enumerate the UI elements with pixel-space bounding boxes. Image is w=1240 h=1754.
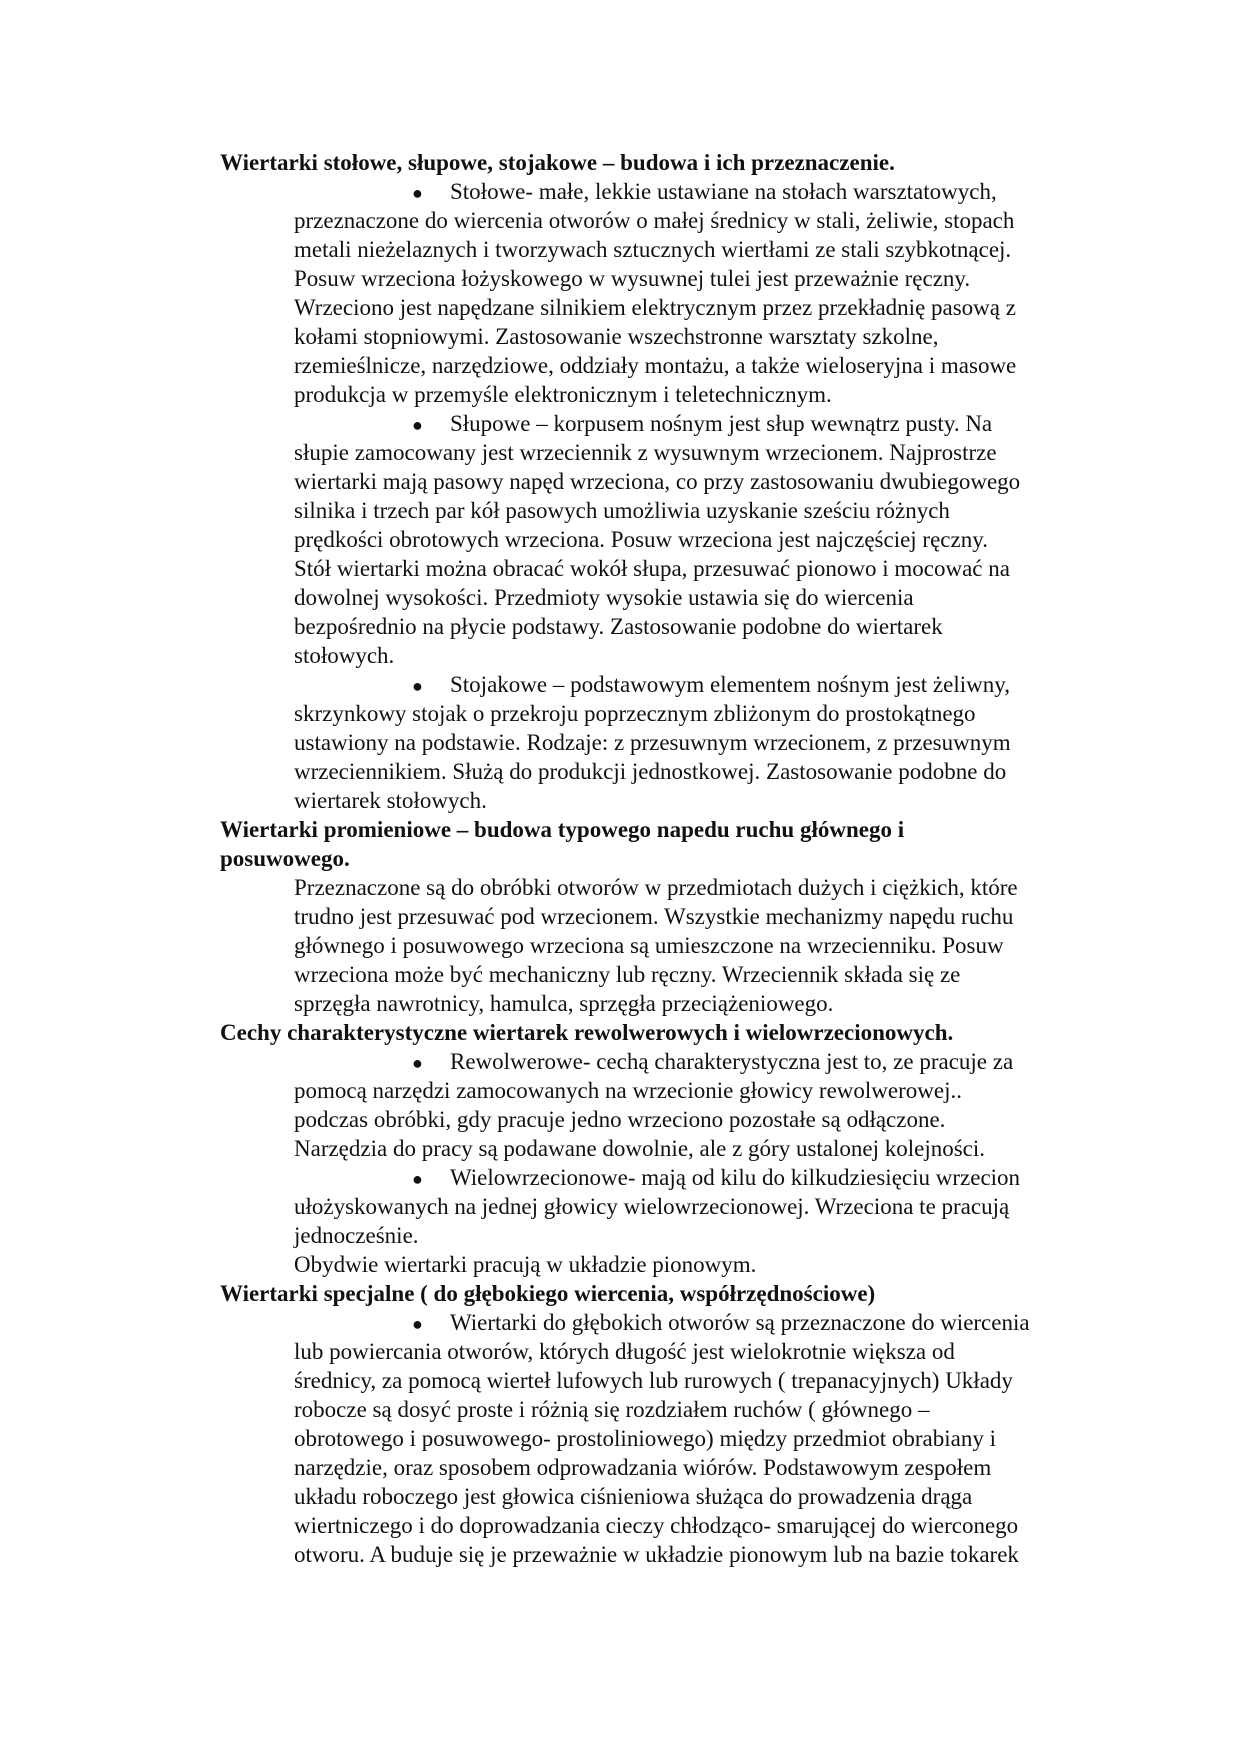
- document-page: [0, 148, 1240, 1569]
- text-line: stołowych.: [294, 643, 395, 668]
- text-line: wiertarek stołowych.: [294, 788, 487, 813]
- text-line: kołami stopniowymi. Zastosowanie wszechstronne warsztaty szkolne,: [294, 324, 939, 349]
- text-line: prędkości obrotowych wrzeciona. Posuw wrzeciona jest najczęściej ręczny.: [294, 527, 988, 552]
- bullet-icon: ●: [412, 676, 423, 696]
- text-line: podczas obróbki, gdy pracuje jedno wrzeciono pozostałe są odłączone.: [294, 1107, 946, 1132]
- text-line: Stół wiertarki można obracać wokół słupa, przesuwać pionowo i mocować na: [294, 556, 1010, 581]
- section-heading: Wiertarki promieniowe – budowa typowego napedu ruchu głównego i: [220, 817, 905, 842]
- text-line: słupie zamocowany jest wrzeciennik z wysuwnym wrzecionem. Najprostrze: [294, 440, 997, 465]
- text-line: Narzędzia do pracy są podawane dowolnie, ale z góry ustalonej kolejności.: [294, 1136, 986, 1161]
- text-line: silnika i trzech par kół pasowych umożliwia uzyskanie sześciu różnych: [294, 498, 950, 523]
- text-line: ustawiony na podstawie. Rodzaje: z przesuwnym wrzecionem, z przesuwnym: [294, 730, 1011, 755]
- text-line: dowolnej wysokości. Przedmioty wysokie ustawia się do wiercenia: [294, 585, 914, 610]
- text-line: Obydwie wiertarki pracują w układzie pionowym.: [294, 1252, 757, 1277]
- text-line: Przeznaczone są do obróbki otworów w przedmiotach dużych i ciężkich, które: [294, 875, 1018, 900]
- text-line: głównego i posuwowego wrzeciona są umieszczone na wrzecienniku. Posuw: [294, 933, 1004, 958]
- bullet-icon: ●: [412, 415, 423, 435]
- text-line: jednocześnie.: [294, 1223, 419, 1248]
- text-line: układu roboczego jest głowica ciśnieniowa służąca do prowadzenia drąga: [294, 1484, 973, 1509]
- text-line: wrzeciona może być mechaniczny lub ręczny. Wrzeciennik składa się ze: [294, 962, 961, 987]
- section-heading: Wiertarki stołowe, słupowe, stojakowe – budowa i ich przeznaczenie.: [220, 150, 895, 175]
- bullet-icon: ●: [412, 1314, 423, 1334]
- text-line: rzemieślnicze, narzędziowe, oddziały montażu, a także wieloseryjna i masowe: [294, 353, 1017, 378]
- bullet-item-first-line: [0, 1163, 1240, 1192]
- bullet-icon: ●: [412, 1053, 423, 1073]
- text-line: Rewolwerowe- cechą charakterystyczna jest to, ze pracuje za: [450, 1049, 1014, 1074]
- text-line: trudno jest przesuwać pod wrzecionem. Wszystkie mechanizmy napędu ruchu: [294, 904, 1014, 929]
- text-line: sprzęgła nawrotnicy, hamulca, sprzęgła przeciążeniowego.: [294, 991, 834, 1016]
- text-line: wiertarki mają pasowy napęd wrzeciona, co przy zastosowaniu dwubiegowego: [294, 469, 1021, 494]
- text-line: Stołowe- małe, lekkie ustawiane na stołach warsztatowych,: [450, 179, 997, 204]
- bullet-item-first-line: [0, 1047, 1240, 1076]
- text-line: pomocą narzędzi zamocowanych na wrzecionie głowicy rewolwerowej..: [294, 1078, 962, 1103]
- text-line: bezpośrednio na płycie podstawy. Zastosowanie podobne do wiertarek: [294, 614, 943, 639]
- text-line: ułożyskowanych na jednej głowicy wielowrzecionowej. Wrzeciona te pracują: [294, 1194, 1010, 1219]
- bullet-item-first-line: [0, 670, 1240, 699]
- text-line: skrzynkowy stojak o przekroju poprzecznym zbliżonym do prostokątnego: [294, 701, 976, 726]
- section-heading: posuwowego.: [220, 846, 350, 871]
- text-line: przeznaczone do wiercenia otworów o małej średnicy w stali, żeliwie, stopach: [294, 208, 1015, 233]
- bullet-item-first-line: [0, 1308, 1240, 1337]
- text-line: średnicy, za pomocą wierteł lufowych lub rurowych ( trepanacyjnych) Układy: [294, 1368, 1013, 1393]
- text-line: Wielowrzecionowe- mają od kilu do kilkudziesięciu wrzecion: [450, 1165, 1021, 1190]
- bullet-icon: ●: [412, 183, 423, 203]
- bullet-item-first-line: [0, 409, 1240, 438]
- bullet-item-first-line: [0, 177, 1240, 206]
- section-heading: Cechy charakterystyczne wiertarek rewolwerowych i wielowrzecionowych.: [220, 1020, 954, 1045]
- text-line: Słupowe – korpusem nośnym jest słup wewnątrz pusty. Na: [450, 411, 993, 436]
- text-line: Wrzeciono jest napędzane silnikiem elektrycznym przez przekładnię pasową z: [294, 295, 1016, 320]
- bullet-icon: ●: [412, 1169, 423, 1189]
- text-line: wrzeciennikiem. Służą do produkcji jednostkowej. Zastosowanie podobne do: [294, 759, 1007, 784]
- text-line: Wiertarki do głębokich otworów są przeznaczone do wiercenia: [450, 1310, 1030, 1335]
- text-line: wiertniczego i do doprowadzania cieczy chłodząco- smarującej do wierconego: [294, 1513, 1019, 1538]
- text-line: narzędzie, oraz sposobem odprowadzania wiórów. Podstawowym zespołem: [294, 1455, 992, 1480]
- text-line: otworu. A buduje się je przeważnie w układzie pionowym lub na bazie tokarek: [294, 1542, 1019, 1567]
- text-line: Posuw wrzeciona łożyskowego w wysuwnej tulei jest przeważnie ręczny.: [294, 266, 971, 291]
- text-line: lub powiercania otworów, których długość jest wielokrotnie większa od: [294, 1339, 955, 1364]
- text-line: metali nieżelaznych i tworzywach sztucznych wiertłami ze stali szybkotnącej.: [294, 237, 1012, 262]
- section-heading: Wiertarki specjalne ( do głębokiego wiercenia, współrzędnościowe): [220, 1281, 876, 1306]
- text-line: produkcja w przemyśle elektronicznym i teletechnicznym.: [294, 382, 832, 407]
- text-line: robocze są dosyć proste i różnią się rozdziałem ruchów ( głównego –: [294, 1397, 930, 1422]
- text-line: Stojakowe – podstawowym elementem nośnym jest żeliwny,: [450, 672, 1010, 697]
- text-line: obrotowego i posuwowego- prostoliniowego) między przedmiot obrabiany i: [294, 1426, 996, 1451]
